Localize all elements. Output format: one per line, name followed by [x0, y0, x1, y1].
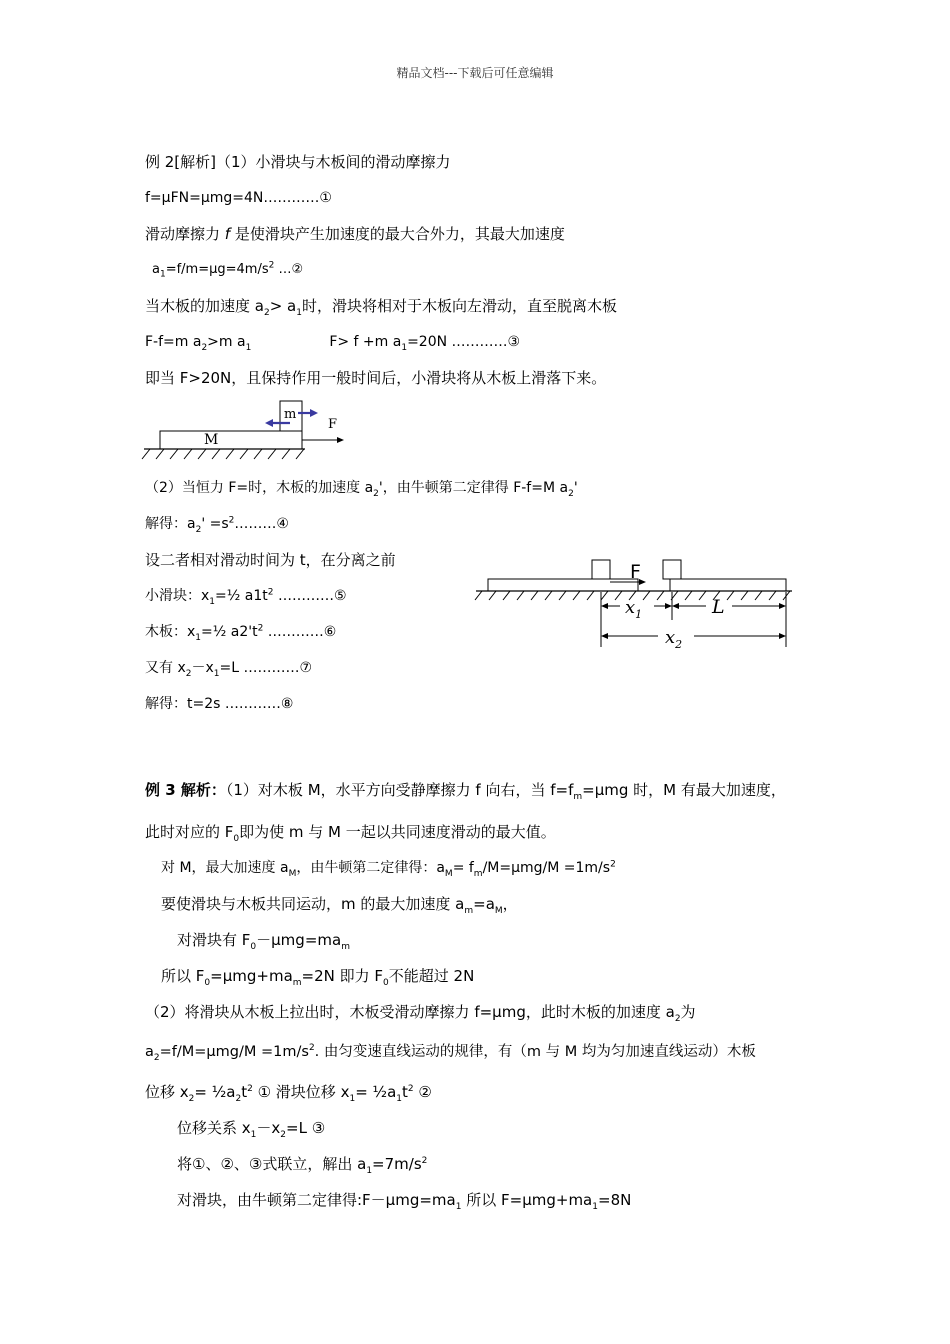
ex2-line-3: 滑动摩擦力 f 是使滑块产生加速度的最大合外力，其最大加速度 [145, 225, 565, 243]
x1-label: $x_1$ [625, 597, 643, 621]
force-F-label: F [328, 417, 338, 432]
x2-label: $x_2$ [665, 627, 683, 651]
L-dimension-arrow-icon [672, 603, 786, 609]
x2-dimension-arrow-icon [601, 633, 786, 639]
force-F-arrow-icon [302, 437, 344, 443]
page-header: 精品文档---下载后可任意编辑 [396, 66, 554, 80]
ex2-line-5: 当木板的加速度 $a_2> a_1$时，滑块将相对于木板向左滑动，直至脱离木板 [145, 297, 617, 318]
ex3-line-8: $a_2=f/M=\mu mg/M =1m/s^2$. 由匀变速直线运动的规律，有（m 与 M 均为匀加速直线运动）木板 [145, 1043, 756, 1063]
ex2-line-12: 木板：$x_1=\frac{1}{2}$ $a2't^2$ …………⑥ [145, 623, 337, 643]
ex2-line-14: 解得：t=2s …………⑧ [145, 696, 294, 712]
ex2-line-8: （2）当恒力 F=时，木板的加速度 $a_2'$，由牛顿第二定律得 F-f=M $a_2'$ [145, 480, 578, 499]
block-m-label: m [284, 407, 297, 422]
ex3-line-3: 对 M，最大加速度 $a_M$，由牛顿第二定律得：$a_M= f_m/M=\mu mg/M =1m/s^2$ [161, 859, 616, 879]
block-right-position [663, 560, 681, 579]
ex3-line-2: 此时对应的 $F_0$即为使 m 与 M 一起以共同速度滑动的最大值。 [145, 823, 556, 844]
board-left-position [488, 579, 638, 591]
ex2-line-9: 解得：$a_2'$ $=s^2\dots\dots\dots ④$ [145, 515, 289, 535]
ex3-line-11: 将①、②、③式联立，解出 $a_1=7m/s^2$ [177, 1155, 428, 1176]
ground-hatch [142, 449, 304, 459]
ex3-line-9: 位移 $x_2=$ $\frac{1}{2}a_2t^2$ ① 滑块位移 $x_1=$ $\frac{1}{2}a_1t^2$ ② [145, 1083, 432, 1104]
ex2-line-7: 即当 F>20N，且保持作用一般时间后，小滑块将从木板上滑落下来。 [145, 369, 607, 387]
figure-block-on-board [140, 396, 360, 466]
friction-arrow-right-icon [298, 409, 318, 417]
ex3-line-12: 对滑块，由牛顿第二定律得$:F-\mu mg=ma_1$ 所以 $F=\mu mg+ma_1=8N$ [177, 1191, 632, 1212]
ex2-line-6: F-f=m $a_2>m$ $a_1$ F> f +m $a_1=20N$ …………③ [145, 334, 521, 353]
figure-displacement [470, 552, 800, 657]
board-M [160, 431, 302, 449]
ex3-line-1: 例 3 解析：（1）对木板 M，水平方向受静摩擦力 f 向右，当 $f=f_m=\mu mg$ 时，M 有最大加速度， [145, 781, 786, 802]
ex2-line-13: 又有 $x_2-x_1=L$ …………⑦ [145, 660, 313, 679]
ex3-line-10: 位移关系 $x_1-x_2=L$ ③ [177, 1119, 326, 1140]
block-left-position [592, 560, 610, 579]
board-right-position [670, 579, 786, 591]
ex3-line-6: 所以 $F_0=\mu mg+ma_m=2N$ 即力 $F_0$不能超过 2N [161, 967, 475, 988]
ex3-line-7: （2）将滑块从木板上拉出时，木板受滑动摩擦力 f=μmg，此时木板的加速度 $a_2$为 [145, 1003, 696, 1024]
ex2-line-1: 例 2[解析]（1）小滑块与木板间的滑动摩擦力 [145, 153, 451, 171]
ex3-line-4: 要使滑块与木板共同运动，m 的最大加速度 $a_m=a_M$， [161, 895, 518, 916]
ex2-line-11: 小滑块：$x_1=\frac{1}{2}$ $a1t^2$ …………⑤ [145, 587, 347, 607]
ex2-line-2: f=μFN=μmg=4N…………① [145, 190, 332, 206]
ex3-line-5: 对滑块有 $F_0-\mu mg=ma_m$ [177, 931, 350, 952]
force-F-label: F [630, 561, 641, 583]
ex2-line-4: $a_1=f/m=\mu g=4m/s^2$ …② [152, 260, 304, 280]
L-label: L [712, 596, 725, 618]
board-M-label: M [204, 432, 219, 448]
ex2-line-10: 设二者相对滑动时间为 t，在分离之前 [145, 551, 396, 569]
